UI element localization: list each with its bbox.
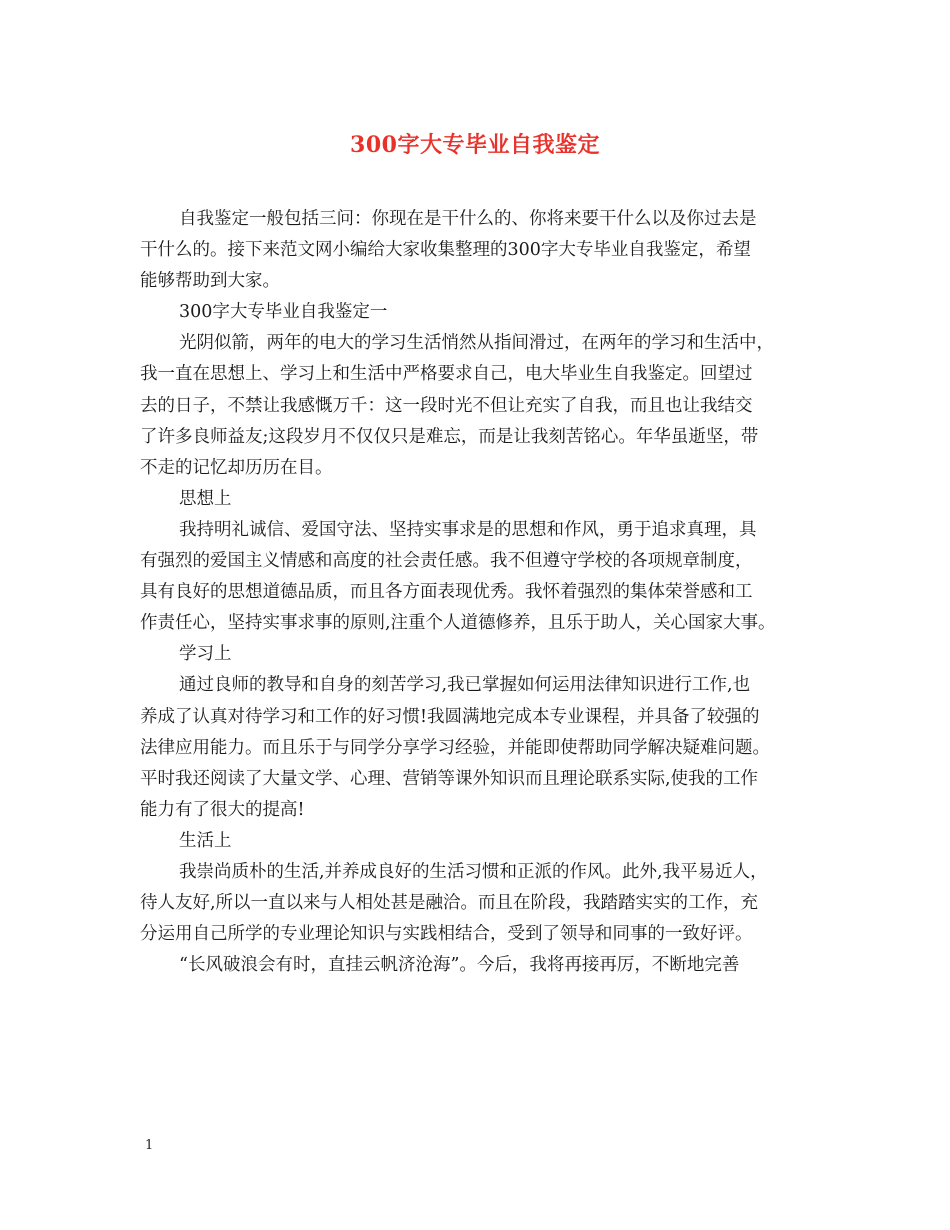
text-line: 法律应用能力。而且乐于与同学分享学习经验，并能即使帮助同学解决疑难问题。 — [140, 737, 770, 758]
text-line: 通过良师的教导和自身的刻苦学习,我已掌握如何运用法律知识进行工作,也 — [179, 675, 751, 696]
text-line: “长风破浪会有时，直挂云帆济沧海”。今后，我将再接再厉，不断地完善 — [179, 955, 740, 976]
text-line: 干什么的。接下来范文网小编给大家收集整理的300字大专毕业自我鉴定，希望 — [140, 240, 751, 261]
text-line: 能力有了很大的提高! — [140, 799, 305, 820]
document-title: 300字大专毕业自我鉴定 — [350, 132, 600, 158]
text-line: 学习上 — [179, 644, 232, 665]
text-line: 有强烈的爱国主义情感和高度的社会责任感。我不但遵守学校的各项规章制度， — [140, 551, 753, 572]
text-line: 我持明礼诚信、爱国守法、坚持实事求是的思想和作风，勇于追求真理，具 — [179, 519, 757, 540]
text-line: 待人友好,所以一直以来与人相处甚是融洽。而且在阶段，我踏踏实实的工作，充 — [140, 893, 759, 914]
text-line: 具有良好的思想道德品质，而且各方面表现优秀。我怀着强烈的集体荣誉感和工 — [140, 582, 753, 603]
text-line: 了许多良师益友;这段岁月不仅仅只是难忘，而是让我刻苦铭心。年华虽逝坚，带 — [140, 426, 759, 447]
text-line: 养成了认真对待学习和工作的好习惯!我圆满地完成本专业课程，并具备了较强的 — [140, 706, 760, 727]
document-body — [140, 204, 830, 981]
text-line: 不走的记忆却历历在目。 — [140, 457, 333, 478]
page-number: 1 — [145, 1138, 154, 1153]
text-line: 分运用自己所学的专业理论知识与实践相结合，受到了领导和同事的一致好评。 — [140, 924, 753, 945]
text-line: 我一直在思想上、学习上和生活中严格要求自己，电大毕业生自我鉴定。回望过 — [140, 364, 753, 385]
text-line: 思想上 — [179, 488, 232, 509]
text-line: 去的日子，不禁让我感慨万千：这一段时光不但让充实了自我，而且也让我结交 — [140, 395, 753, 416]
text-line: 光阴似箭，两年的电大的学习生活悄然从指间滑过，在两年的学习和生活中， — [179, 333, 774, 354]
text-line: 作责任心，坚持实事求事的原则,注重个人道德修养，且乐于助人，关心国家大事。 — [140, 613, 776, 634]
text-line: 平时我还阅读了大量文学、心理、营销等课外知识而且理论联系实际,使我的工作 — [140, 768, 759, 789]
text-line: 能够帮助到大家。 — [140, 271, 280, 292]
text-line: 自我鉴定一般包括三问：你现在是干什么的、你将来要干什么以及你过去是 — [179, 209, 757, 229]
text-line: 我崇尚质朴的生活,并养成良好的生活习惯和正派的作风。此外,我平易近人， — [179, 861, 768, 882]
text-line: 生活上 — [179, 830, 232, 851]
text-line: 300字大专毕业自我鉴定一 — [179, 302, 388, 323]
